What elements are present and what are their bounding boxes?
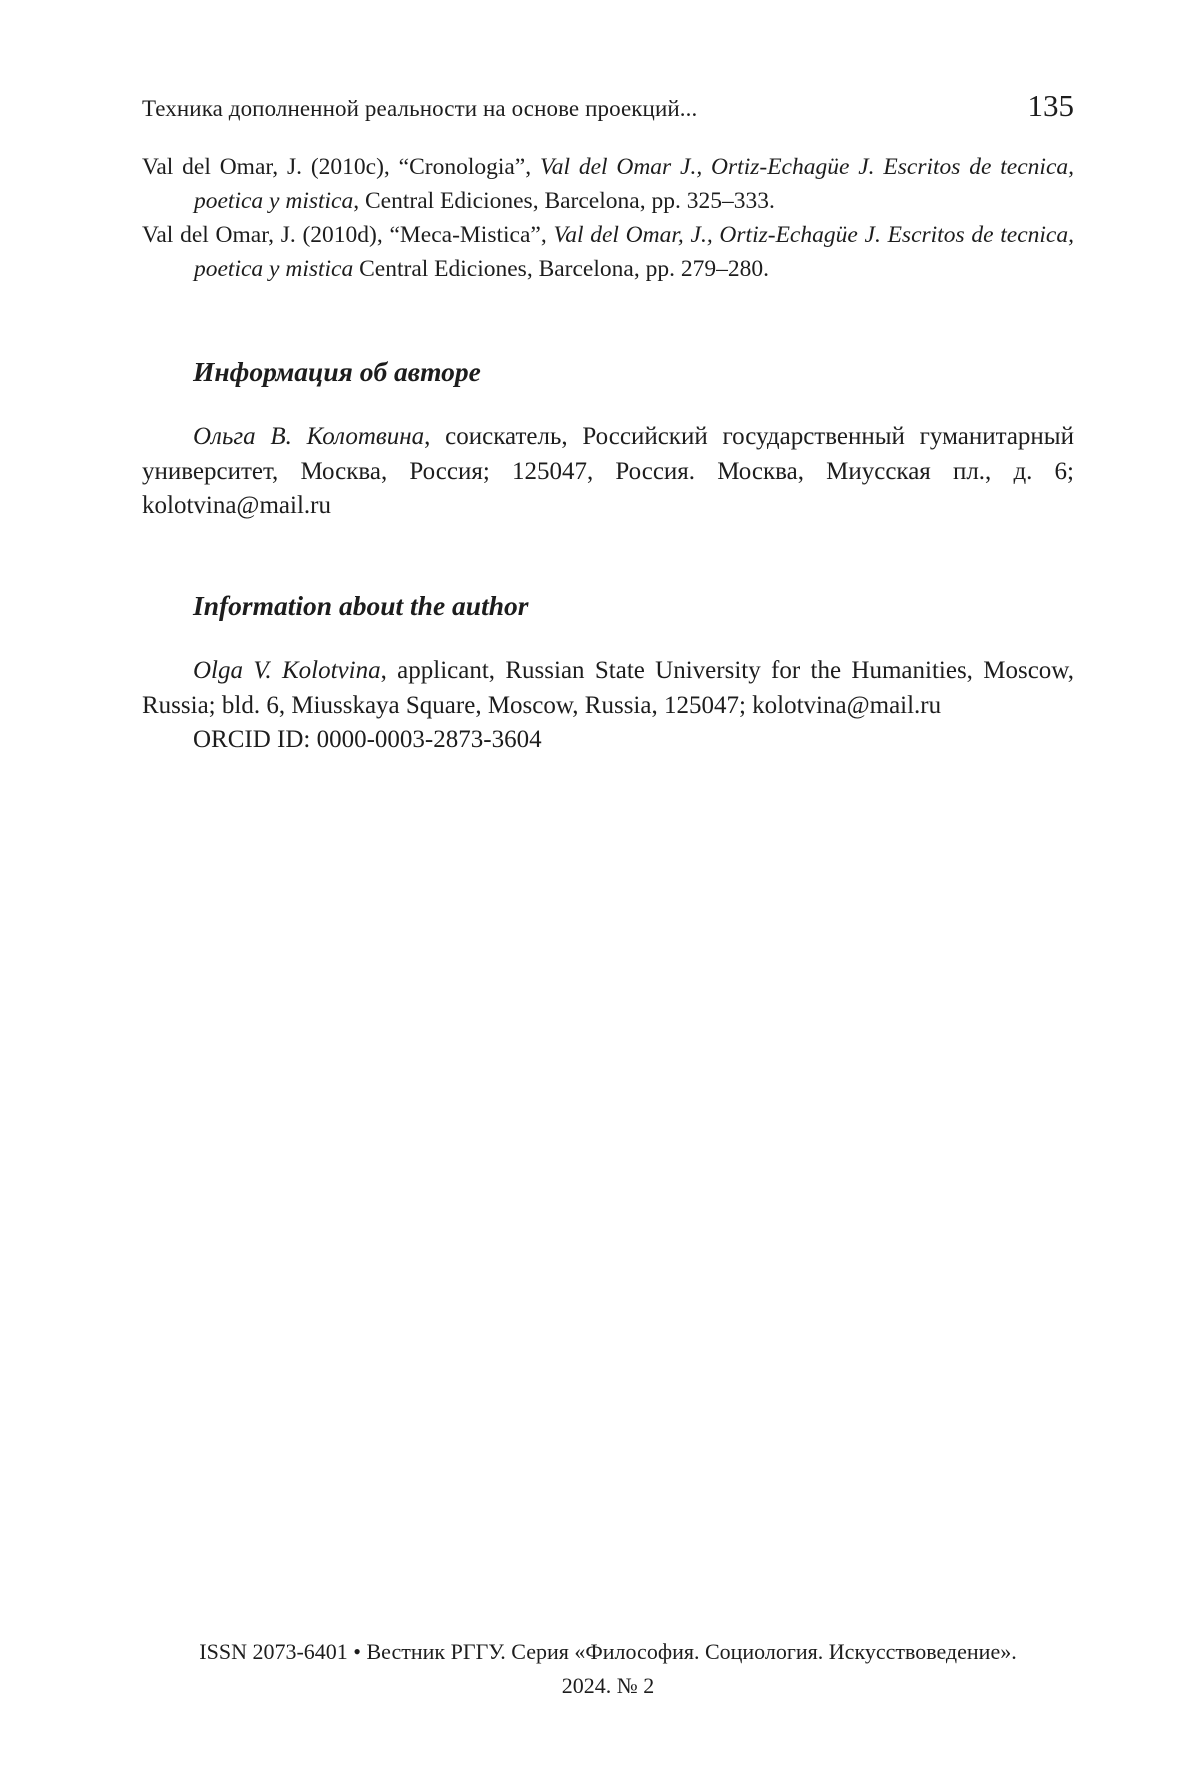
reference-publisher: , Central Ediciones, Barcelona, pp. 325–333. (353, 188, 775, 214)
author-name: Olga V. Kolotvina (193, 657, 381, 684)
section-heading: Информация об авторе (193, 356, 481, 387)
reference-entry (142, 218, 1074, 286)
reference-text: Val del Omar, J. (2010d), “Meca-Mistica”, (142, 222, 554, 248)
author-info-en (142, 586, 1074, 758)
running-header (142, 88, 1074, 128)
author-bio (142, 420, 1074, 524)
author-affiliation: , applicant, Russian State University for the Humanities, Moscow, Russia; bld. 6, Miusskaya Square, Moscow, Russia, 125047; kolotvina@mail.ru (142, 657, 1074, 719)
reference-entry (142, 150, 1074, 218)
running-title: Техника дополненной реальности на основе проекций... (142, 96, 698, 121)
reference-source-title: Val del Omar J., Ortiz-Echagüe J. Escritos de tecnica, poetica y mistica (194, 154, 1074, 214)
author-name: Ольга В. Колотвина (193, 423, 425, 450)
journal-issn-line: ISSN 2073-6401 • Вестник РГГУ. Серия «Философия. Социология. Искусствоведение». (199, 1639, 1017, 1664)
author-affiliation: , соискатель, Российский государственный гуманитарный университет, Москва, Россия; 125047, Россия. Москва, Миусская пл., д. 6; kolotvina@mail.ru (142, 423, 1074, 519)
author-info-ru (142, 352, 1074, 524)
reference-list (142, 150, 1074, 286)
reference-text: Val del Omar, J. (2010c), “Cronologia”, (142, 154, 540, 180)
author-bio (142, 654, 1074, 723)
page-number: 135 (1027, 88, 1074, 123)
reference-source-title: Val del Omar, J., Ortiz-Echagüe J. Escritos de tecnica, poetica y mistica (194, 222, 1074, 282)
journal-issue-line: 2024. № 2 (561, 1673, 655, 1698)
section-heading: Information about the author (193, 590, 529, 621)
orcid-id: ORCID ID: 0000-0003-2873-3604 (193, 726, 542, 753)
reference-publisher: Central Ediciones, Barcelona, pp. 279–280. (353, 256, 769, 282)
page-footer (142, 1635, 1074, 1703)
